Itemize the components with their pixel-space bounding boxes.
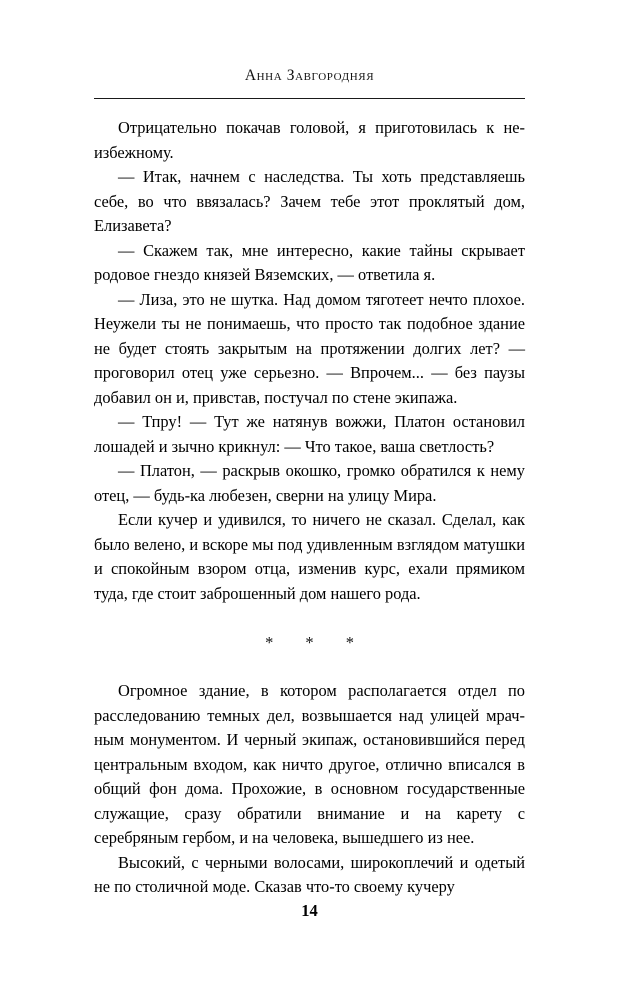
running-head: Анна Завгородняя <box>244 67 375 84</box>
paragraph: Отрицательно покачав головой, я приготовилась к неизбежному. <box>94 118 525 162</box>
paragraph: — Итак, начнем с наследства. Ты хоть представляешь себе, во что ввязалась? Зачем тебе этот проклятый дом, Елизавета? <box>94 167 525 235</box>
page-content <box>94 0 525 1000</box>
paragraph: — Тпру! — Тут же натянув вожжи, Платон остановил лошадей и зычно крикнул: — Что такое, ваша светлость? <box>94 412 525 456</box>
body-text <box>94 116 525 900</box>
paragraph: Высокий, с черными волосами, широкоплечий и одетый не по столичной моде. Сказав что-то своему кучеру <box>94 852 525 896</box>
paragraph: Огромное здание, в котором располагается отдел по расследованию темных дел, возвышается над улицей мрачным монументом. И черный экипаж, остановившийся перед центральным входом, как ничто другое, отлично вписался в общий фон дома. Прохожие, в основном государственные служащие, сразу обратили внимание и на карету с серебряным гербом, и на человека, вышедшего из нее. <box>94 681 525 847</box>
paragraph: — Лиза, это не шутка. Над домом тяготеет нечто плохое. Неужели ты не понимаешь, что просто так подобное здание не будет стоять закрытым на протяжении долгих лет? — проговорил отец уже серьезно. — Впрочем... — без паузы добавил он и, привстав, постучал по стене экипажа. <box>94 289 525 407</box>
page-number: 14 <box>301 901 318 920</box>
paragraph: — Платон, — раскрыв окошко, громко обратился к нему отец, — будь-ка любезен, сверни на улицу Мира. <box>94 461 525 505</box>
paragraph: — Скажем так, мне интересно, какие тайны скрывает родовое гнездо князей Вяземских, — ответила я. <box>94 240 525 284</box>
scene-break-asterisks: * * * <box>265 633 368 652</box>
header-rule <box>94 98 525 99</box>
paragraph: Если кучер и удивился, то ничего не сказал. Сделал, как было велено, и вскоре мы под удивленным взглядом матушки и спокойным взором отца, изменив курс, ехали прямиком туда, где стоит заброшенный дом нашего рода. <box>94 510 525 603</box>
